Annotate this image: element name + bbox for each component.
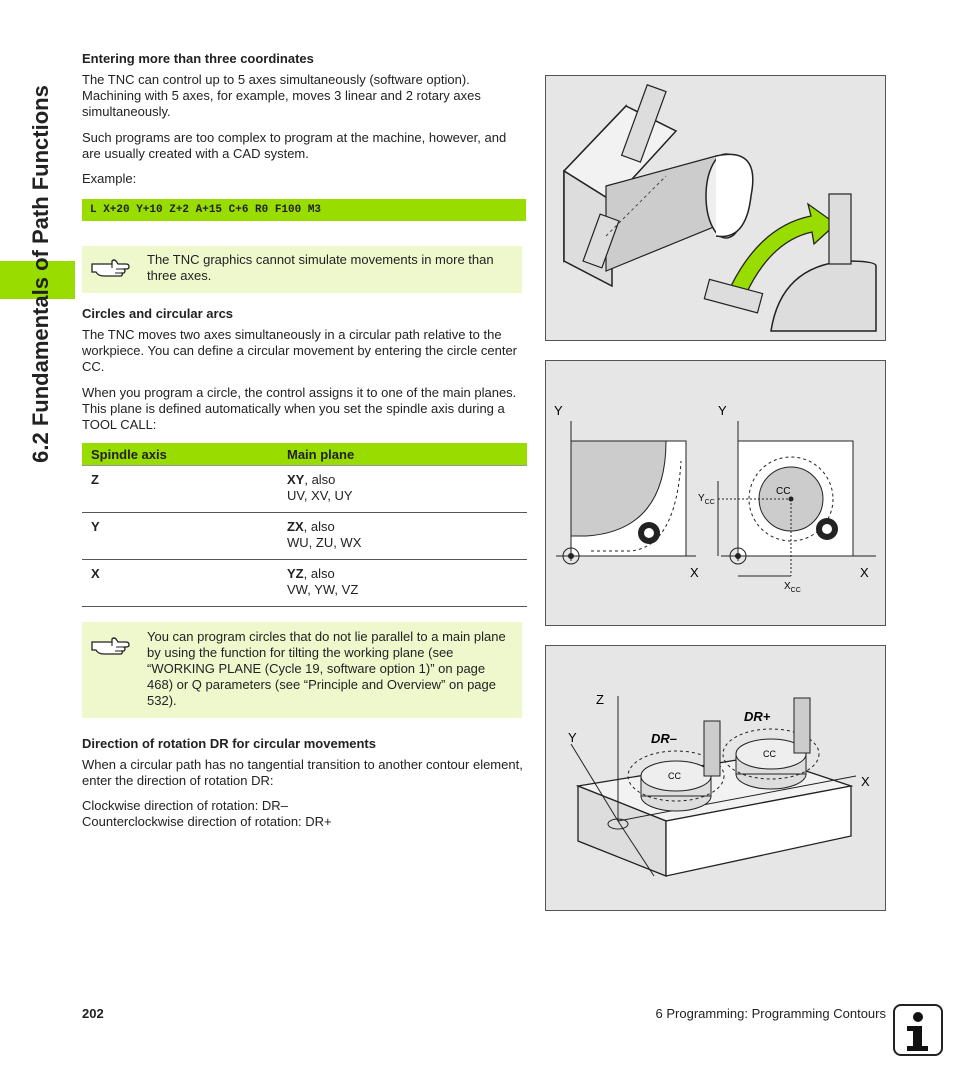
table-row: Y ZX, also WU, ZU, WX	[82, 513, 527, 560]
main-plane-table	[82, 443, 527, 607]
dr-minus-label: DR–	[651, 731, 678, 746]
rotation-direction-illustration	[546, 646, 885, 910]
note-box	[82, 622, 522, 718]
note-text: You can program circles that do not lie parallel to a main plane by using the function for tilting the working plane (see “WORKING PLANE (Cycle 19, software option 1)” on page 468) or Q parameters (see “Principle and Overview” on page 532).	[147, 629, 506, 708]
paragraph: Example:	[82, 171, 137, 186]
cc-label-right: CC	[763, 749, 776, 759]
paragraph: The TNC moves two axes simultaneously in a circular path relative to the workpiece. You can define a circular movement by entering the circle center CC.	[82, 327, 518, 374]
figure-direction-rotation	[545, 645, 886, 911]
cc-label: CC	[776, 486, 791, 497]
circle-center-illustration	[546, 361, 885, 625]
figure-5-axis	[545, 75, 886, 341]
note-text: The TNC graphics cannot simulate movements in more than three axes.	[147, 252, 494, 283]
axis-label-y: Y	[568, 730, 577, 745]
section-heading: Direction of rotation DR for circular movements	[82, 736, 376, 751]
five-axis-illustration	[546, 76, 885, 340]
figure-circle-center	[545, 360, 886, 626]
axis-label-z: Z	[596, 692, 604, 707]
dr-plus-label: DR+	[744, 709, 771, 724]
table-header: Main plane	[278, 443, 527, 466]
pointing-hand-icon	[90, 634, 130, 656]
axis-label-x2: X	[860, 565, 869, 580]
table-header: Spindle axis	[82, 443, 278, 466]
paragraph: Clockwise direction of rotation: DR– Counterclockwise direction of rotation: DR+	[82, 798, 332, 829]
paragraph: Such programs are too complex to program at the machine, however, and are usually created with a CAD system.	[82, 130, 507, 161]
note-box	[82, 246, 522, 293]
pointing-hand-icon	[90, 256, 130, 278]
section-heading: Circles and circular arcs	[82, 306, 234, 321]
chapter-footer: 6 Programming: Programming Contours	[655, 1006, 886, 1021]
side-title: 6.2 Fundamentals of Path Functions	[28, 85, 53, 463]
table-row: X YZ, also VW, YW, VZ	[82, 560, 527, 607]
info-icon[interactable]	[893, 1004, 943, 1056]
paragraph: When a circular path has no tangential transition to another contour element, enter the direction of rotation DR:	[82, 757, 523, 788]
paragraph: When you program a circle, the control assigns it to one of the main planes. This plane is defined automatically when you set the spindle axis during a TOOL CALL:	[82, 385, 517, 432]
axis-label-y2: Y	[718, 403, 727, 418]
code-example: L X+20 Y+10 Z+2 A+15 C+6 R0 F100 M3	[82, 199, 526, 221]
axis-label-x1: X	[690, 565, 699, 580]
axis-label-x: X	[861, 774, 870, 789]
cc-label-left: CC	[668, 771, 681, 781]
section-heading: Entering more than three coordinates	[82, 51, 314, 66]
paragraph: The TNC can control up to 5 axes simultaneously (software option). Machining with 5 axes, for example, moves 3 linear and 2 rotary axes simultaneously.	[82, 72, 481, 119]
ycc-label: $Y_{CC}$	[698, 493, 715, 506]
axis-label-y1: Y	[554, 403, 563, 418]
table-row: Z XY, also UV, XV, UY	[82, 466, 527, 513]
page-number: 202	[82, 1006, 104, 1021]
xcc-label: $X_{CC}$	[784, 581, 801, 594]
